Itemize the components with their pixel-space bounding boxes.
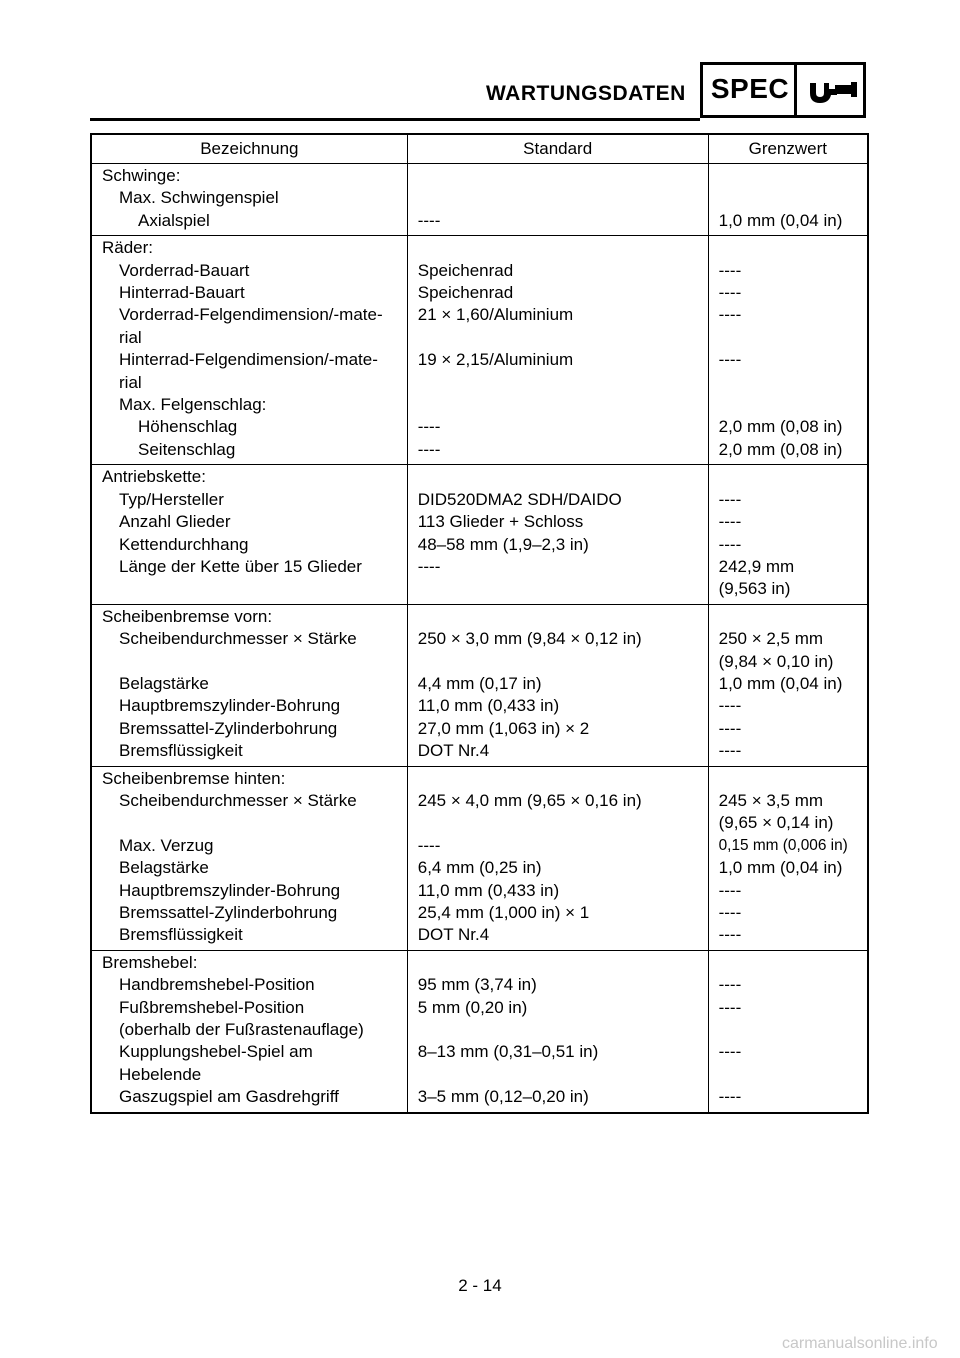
cell-standard xyxy=(407,766,708,790)
table-row xyxy=(91,465,868,489)
cell-standard xyxy=(407,1041,708,1086)
spec-table xyxy=(90,133,869,1114)
cell-bezeichnung xyxy=(91,950,407,974)
cell-line: Handbremshebel-Position xyxy=(119,975,315,995)
cell-grenzwert xyxy=(708,790,868,835)
cell-line: (9,84 × 0,10 in) xyxy=(718,651,834,671)
cell-line: Fußbremshebel-Position xyxy=(119,997,305,1017)
table-row xyxy=(91,1086,868,1112)
table-row xyxy=(91,790,868,835)
table-row xyxy=(91,260,868,282)
cell-bezeichnung xyxy=(91,718,407,740)
table-row xyxy=(91,974,868,996)
table-row xyxy=(91,416,868,438)
cell-standard xyxy=(407,282,708,304)
cell-grenzwert xyxy=(708,1086,868,1112)
cell-line: Bremssattel-Zylinderbohrung xyxy=(119,903,338,922)
cell-line: 11,0 mm (0,433 in) xyxy=(417,696,560,716)
cell-grenzwert xyxy=(708,164,868,188)
cell-standard xyxy=(407,857,708,879)
spec-badge xyxy=(700,62,866,118)
cell-grenzwert xyxy=(708,489,868,511)
table-row xyxy=(91,534,868,556)
cell-line: Kupplungshebel-Spiel am xyxy=(119,1042,313,1062)
cell-line: Belagstärke xyxy=(119,673,209,693)
cell-bezeichnung xyxy=(91,210,407,236)
cell-line: ---- xyxy=(718,880,742,900)
cell-line: ---- xyxy=(718,489,742,509)
table-row xyxy=(91,766,868,790)
cell-grenzwert xyxy=(708,394,868,416)
table-row xyxy=(91,950,868,974)
cell-bezeichnung xyxy=(91,534,407,556)
cell-standard xyxy=(407,304,708,349)
cell-bezeichnung xyxy=(91,1041,407,1086)
cell-standard xyxy=(407,394,708,416)
cell-line: rial xyxy=(119,372,142,392)
cell-line: ---- xyxy=(718,283,742,303)
cell-line: 95 mm (3,74 in) xyxy=(417,975,537,995)
cell-line: 1,0 mm (0,04 in) xyxy=(718,210,843,230)
table-row xyxy=(91,740,868,766)
cell-bezeichnung xyxy=(91,260,407,282)
cell-line: Max. Felgenschlag: xyxy=(119,395,267,415)
cell-bezeichnung xyxy=(91,628,407,673)
cell-bezeichnung xyxy=(91,1086,407,1112)
cell-standard xyxy=(407,924,708,950)
cell-bezeichnung xyxy=(91,394,407,416)
column-header-grenzwert: Grenzwert xyxy=(708,134,868,164)
cell-line: DID520DMA2 SDH/DAIDO xyxy=(417,489,622,509)
cell-line: Hebelende xyxy=(119,1064,202,1084)
cell-bezeichnung xyxy=(91,924,407,950)
cell-bezeichnung xyxy=(91,349,407,394)
cell-line: 1,0 mm (0,04 in) xyxy=(718,673,843,693)
cell-line: Bremssattel-Zylinderbohrung xyxy=(119,718,338,738)
cell-line: ---- xyxy=(417,835,441,855)
cell-grenzwert xyxy=(708,282,868,304)
cell-grenzwert xyxy=(708,210,868,236)
cell-bezeichnung xyxy=(91,164,407,188)
cell-line: Hauptbremszylinder-Bohrung xyxy=(119,880,341,900)
cell-line: Scheibendurchmesser × Stärke xyxy=(119,790,357,810)
cell-line: 25,4 mm (1,000 in) × 1 xyxy=(417,903,590,922)
cell-standard xyxy=(407,740,708,766)
table-row xyxy=(91,439,868,465)
cell-grenzwert xyxy=(708,673,868,695)
cell-standard xyxy=(407,790,708,835)
cell-line: Axialspiel xyxy=(138,210,210,230)
table-row xyxy=(91,187,868,209)
cell-line: Höhenschlag xyxy=(138,417,238,437)
table-row xyxy=(91,210,868,236)
cell-bezeichnung xyxy=(91,835,407,857)
cell-bezeichnung xyxy=(91,511,407,533)
cell-bezeichnung xyxy=(91,236,407,260)
cell-standard xyxy=(407,439,708,465)
cell-standard xyxy=(407,902,708,924)
cell-bezeichnung xyxy=(91,439,407,465)
cell-grenzwert xyxy=(708,740,868,766)
cell-bezeichnung xyxy=(91,790,407,835)
cell-line: 48–58 mm (1,9–2,3 in) xyxy=(417,534,589,554)
watermark: carmanualsonline.info xyxy=(782,1335,938,1352)
cell-line: 1,0 mm (0,04 in) xyxy=(718,858,843,878)
cell-standard xyxy=(407,534,708,556)
cell-line: DOT Nr.4 xyxy=(417,925,490,945)
cell-line: 4,4 mm (0,17 in) xyxy=(417,673,542,693)
cell-grenzwert xyxy=(708,465,868,489)
cell-standard xyxy=(407,489,708,511)
cell-line: Antriebskette: xyxy=(102,467,206,487)
cell-bezeichnung xyxy=(91,556,407,604)
page-title: WARTUNGSDATEN xyxy=(486,82,686,105)
cell-line: ---- xyxy=(718,903,742,922)
cell-grenzwert xyxy=(708,534,868,556)
table-row xyxy=(91,857,868,879)
cell-standard xyxy=(407,349,708,394)
cell-line: 2,0 mm (0,08 in) xyxy=(718,439,843,459)
cell-line: 11,0 mm (0,433 in) xyxy=(417,880,560,900)
cell-grenzwert xyxy=(708,950,868,974)
cell-line: Scheibendurchmesser × Stärke xyxy=(119,629,357,649)
cell-line: Scheibenbremse vorn: xyxy=(102,606,273,626)
cell-line: Räder: xyxy=(102,238,154,258)
table-row xyxy=(91,718,868,740)
table-row xyxy=(91,924,868,950)
cell-grenzwert xyxy=(708,902,868,924)
cell-bezeichnung xyxy=(91,489,407,511)
cell-line: 6,4 mm (0,25 in) xyxy=(417,858,542,878)
cell-standard xyxy=(407,260,708,282)
cell-standard xyxy=(407,210,708,236)
header-rule xyxy=(90,118,700,121)
cell-standard xyxy=(407,695,708,717)
cell-standard xyxy=(407,950,708,974)
cell-line: Scheibenbremse hinten: xyxy=(102,768,286,788)
cell-line: Bremsflüssigkeit xyxy=(119,925,243,945)
cell-line: ---- xyxy=(417,417,441,437)
cell-line: 245 × 4,0 mm (9,65 × 0,16 in) xyxy=(417,790,642,810)
cell-line: ---- xyxy=(718,925,742,945)
cell-line: 242,9 mm xyxy=(718,556,795,576)
cell-line: Vorderrad-Felgendimension/-mate- xyxy=(119,305,383,325)
cell-bezeichnung xyxy=(91,974,407,996)
cell-line: ---- xyxy=(417,210,441,230)
cell-grenzwert xyxy=(708,628,868,673)
cell-grenzwert xyxy=(708,511,868,533)
cell-grenzwert xyxy=(708,236,868,260)
cell-line: Hinterrad-Bauart xyxy=(119,283,245,303)
cell-line: ---- xyxy=(718,305,742,325)
cell-standard xyxy=(407,556,708,604)
cell-line: Typ/Hersteller xyxy=(119,489,224,509)
cell-line: Gaszugspiel am Gasdrehgriff xyxy=(119,1087,339,1107)
cell-line: 8–13 mm (0,31–0,51 in) xyxy=(417,1042,599,1062)
cell-line: Bremsflüssigkeit xyxy=(119,741,243,761)
cell-line: Max. Verzug xyxy=(119,835,214,855)
cell-bezeichnung xyxy=(91,766,407,790)
cell-line: ---- xyxy=(718,260,742,280)
table-row xyxy=(91,902,868,924)
cell-line: (9,563 in) xyxy=(718,579,791,599)
cell-grenzwert xyxy=(708,695,868,717)
cell-grenzwert xyxy=(708,974,868,996)
cell-standard xyxy=(407,416,708,438)
cell-grenzwert xyxy=(708,835,868,857)
table-row xyxy=(91,880,868,902)
cell-grenzwert xyxy=(708,766,868,790)
cell-bezeichnung xyxy=(91,880,407,902)
cell-line: 250 × 3,0 mm (9,84 × 0,12 in) xyxy=(417,629,642,649)
cell-line: ---- xyxy=(718,1087,742,1107)
cell-line: ---- xyxy=(718,512,742,532)
cell-grenzwert xyxy=(708,924,868,950)
table-row xyxy=(91,489,868,511)
cell-grenzwert xyxy=(708,304,868,349)
cell-line: 113 Glieder + Schloss xyxy=(417,512,584,532)
cell-bezeichnung xyxy=(91,465,407,489)
cell-standard xyxy=(407,718,708,740)
table-row xyxy=(91,349,868,394)
table-row xyxy=(91,164,868,188)
cell-standard xyxy=(407,835,708,857)
cell-line: ---- xyxy=(718,741,742,761)
cell-standard xyxy=(407,465,708,489)
column-header-bezeichnung: Bezeichnung xyxy=(91,134,407,164)
cell-standard xyxy=(407,628,708,673)
cell-grenzwert xyxy=(708,997,868,1042)
cell-standard xyxy=(407,236,708,260)
cell-grenzwert xyxy=(708,718,868,740)
cell-standard xyxy=(407,880,708,902)
cell-grenzwert xyxy=(708,260,868,282)
cell-line: DOT Nr.4 xyxy=(417,741,490,761)
table-row xyxy=(91,997,868,1042)
cell-line: 21 × 1,60/Aluminium xyxy=(417,305,574,325)
cell-standard xyxy=(407,974,708,996)
cell-standard xyxy=(407,187,708,209)
cell-line: (oberhalb der Fußrastenauflage) xyxy=(119,1020,364,1040)
cell-standard xyxy=(407,1086,708,1112)
cell-line: 19 × 2,15/Aluminium xyxy=(417,350,574,370)
cell-grenzwert xyxy=(708,439,868,465)
table-row xyxy=(91,304,868,349)
cell-line: Bremshebel: xyxy=(102,952,198,972)
cell-bezeichnung xyxy=(91,673,407,695)
cell-standard xyxy=(407,673,708,695)
cell-grenzwert xyxy=(708,880,868,902)
cell-bezeichnung xyxy=(91,695,407,717)
tools-icon xyxy=(807,79,859,105)
cell-line: 250 × 2,5 mm xyxy=(718,629,824,649)
table-row xyxy=(91,628,868,673)
cell-bezeichnung xyxy=(91,902,407,924)
cell-grenzwert xyxy=(708,187,868,209)
cell-bezeichnung xyxy=(91,416,407,438)
table-row xyxy=(91,236,868,260)
table-row xyxy=(91,695,868,717)
spec-badge-divider xyxy=(794,65,797,115)
cell-line: Vorderrad-Bauart xyxy=(119,260,250,280)
spec-table-body xyxy=(91,164,868,1113)
column-header-standard: Standard xyxy=(407,134,708,164)
cell-grenzwert xyxy=(708,604,868,628)
cell-bezeichnung xyxy=(91,604,407,628)
cell-line: ---- xyxy=(718,975,742,995)
cell-line: Speichenrad xyxy=(417,260,514,280)
table-row xyxy=(91,511,868,533)
cell-line: ---- xyxy=(417,439,441,459)
cell-line: ---- xyxy=(718,696,742,716)
table-row xyxy=(91,282,868,304)
table-row xyxy=(91,673,868,695)
table-row xyxy=(91,1041,868,1086)
cell-bezeichnung xyxy=(91,997,407,1042)
table-row xyxy=(91,556,868,604)
cell-line: ---- xyxy=(718,350,742,370)
cell-grenzwert xyxy=(708,416,868,438)
cell-line: 0,15 mm (0,006 in) xyxy=(718,836,848,854)
cell-line: Länge der Kette über 15 Glieder xyxy=(119,556,362,576)
cell-bezeichnung xyxy=(91,187,407,209)
cell-grenzwert xyxy=(708,556,868,604)
cell-line: 27,0 mm (1,063 in) × 2 xyxy=(417,718,590,738)
cell-standard xyxy=(407,511,708,533)
cell-line: Hauptbremszylinder-Bohrung xyxy=(119,696,341,716)
cell-line: Belagstärke xyxy=(119,858,209,878)
cell-standard xyxy=(407,997,708,1042)
table-row xyxy=(91,835,868,857)
cell-grenzwert xyxy=(708,1041,868,1086)
cell-bezeichnung xyxy=(91,857,407,879)
table-row xyxy=(91,394,868,416)
cell-line: Seitenschlag xyxy=(138,439,236,459)
cell-standard xyxy=(407,604,708,628)
cell-bezeichnung xyxy=(91,282,407,304)
cell-line: 5 mm (0,20 in) xyxy=(417,997,528,1017)
cell-bezeichnung xyxy=(91,740,407,766)
cell-line: rial xyxy=(119,327,142,347)
page-number: 2 - 14 xyxy=(458,1276,502,1295)
cell-bezeichnung xyxy=(91,304,407,349)
cell-line: 245 × 3,5 mm xyxy=(718,790,824,810)
cell-line: 2,0 mm (0,08 in) xyxy=(718,417,843,437)
cell-line: ---- xyxy=(718,534,742,554)
cell-line: 3–5 mm (0,12–0,20 in) xyxy=(417,1087,589,1107)
cell-line: ---- xyxy=(718,718,742,738)
cell-line: Speichenrad xyxy=(417,283,514,303)
cell-line: Anzahl Glieder xyxy=(119,512,231,532)
cell-standard xyxy=(407,164,708,188)
cell-line: Hinterrad-Felgendimension/-mate- xyxy=(119,350,378,370)
cell-line: Max. Schwingenspiel xyxy=(119,188,279,208)
cell-line: ---- xyxy=(718,997,742,1017)
cell-line: ---- xyxy=(718,1042,742,1062)
cell-line: Schwinge: xyxy=(102,166,181,185)
table-row xyxy=(91,604,868,628)
cell-line: ---- xyxy=(417,556,441,576)
cell-grenzwert xyxy=(708,349,868,394)
spec-badge-label: SPEC xyxy=(710,73,790,104)
cell-grenzwert xyxy=(708,857,868,879)
cell-line: (9,65 × 0,14 in) xyxy=(718,813,834,833)
table-header-row xyxy=(91,134,868,164)
cell-line: Kettendurchhang xyxy=(119,534,249,554)
